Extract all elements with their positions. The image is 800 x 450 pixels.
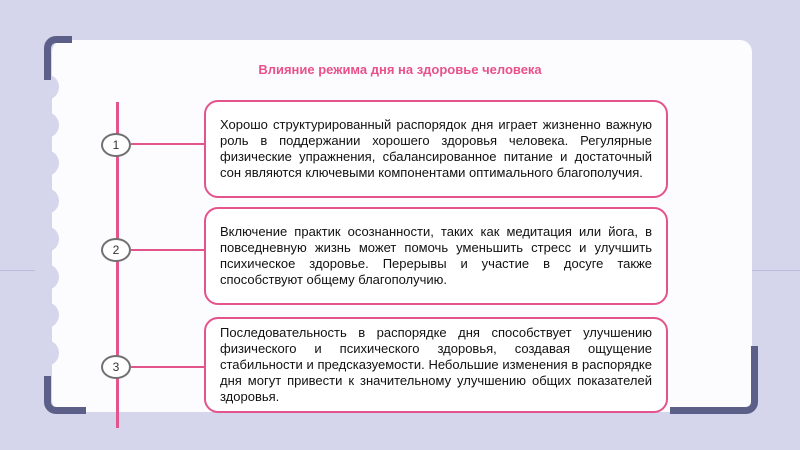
step-marker-2: 2 (101, 238, 131, 262)
step-box-2 (204, 207, 668, 305)
step-text-1: Хорошо структурированный распорядок дня играет жизненно важную роль в поддержании хорошего здоровья человека. Регулярные физические упражнения, сбалансированное питание и достаточный сон являются ключевыми компонентами оптимального благополучия. (220, 117, 652, 180)
binder-hole (33, 112, 59, 138)
step-box-3 (204, 317, 668, 413)
corner-bracket-bottom-right (670, 346, 758, 414)
step-text-2: Включение практик осознанности, таких как медитация или йога, в повседневную жизнь может помочь уменьшить стресс и улучшить психическое здоровье. Перерывы и участие в досуге также способствуют общему благополучию. (220, 224, 652, 287)
step-connector (131, 143, 204, 145)
binder-hole (33, 340, 59, 366)
slide-title: Влияние режима дня на здоровье человека (258, 62, 542, 77)
step-marker-1: 1 (101, 133, 131, 157)
binder-hole (33, 188, 59, 214)
binder-hole (33, 226, 59, 252)
step-text-3: Последовательность в распорядке дня способствует улучшению физического и психического здоровья, создавая ощущение стабильности и предсказуемости. Небольшие изменения в распорядке дня могут привести к значительному улучшению общих показателей здоровья. (220, 325, 652, 404)
binder-hole (33, 264, 59, 290)
corner-bracket-bottom-left (44, 376, 86, 414)
step-marker-3: 3 (101, 355, 131, 379)
step-connector (131, 249, 204, 251)
step-box-1 (204, 100, 668, 198)
binder-hole (33, 302, 59, 328)
step-connector (131, 366, 204, 368)
binder-hole (33, 150, 59, 176)
